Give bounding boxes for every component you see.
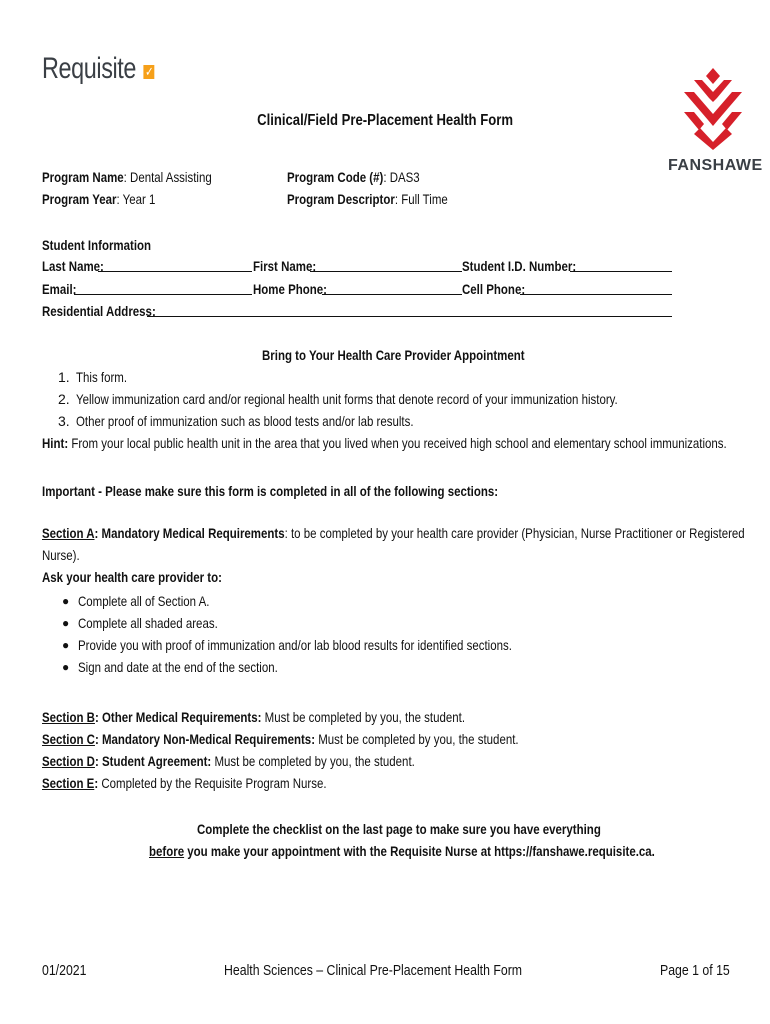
student-info-heading: Student Information — [42, 237, 152, 253]
requisite-logo — [42, 52, 186, 86]
first-name-field[interactable] — [310, 257, 462, 272]
footer-date: 01/2021 — [42, 962, 87, 979]
sections-b-e — [42, 706, 623, 794]
program-info-left — [42, 166, 249, 210]
program-descriptor-value: : Full Time — [394, 191, 448, 207]
bullet-icon: ● — [62, 638, 70, 652]
fanshawe-logo-text: FANSHAWE — [668, 157, 763, 174]
student-id-label: Student I.D. Number: — [462, 258, 577, 274]
bring-list — [58, 366, 737, 432]
list-item: 1. This form. — [58, 369, 128, 385]
bullet-icon: ● — [62, 594, 70, 608]
program-code-label: Program Code (#) — [287, 169, 384, 185]
last-name-field[interactable] — [98, 257, 252, 272]
fanshawe-emblem-icon — [680, 62, 746, 150]
email-label: Email: — [42, 281, 77, 297]
program-descriptor-label: Program Descriptor — [287, 191, 395, 207]
bring-heading: Bring to Your Health Care Provider Appointment — [262, 347, 525, 363]
list-item: 3. Other proof of immunization such as blood tests and/or lab results. — [58, 413, 414, 429]
list-item: ● Provide you with proof of immunization and/or lab blood results for identified sections. — [78, 634, 607, 656]
program-year-value: : Year 1 — [116, 191, 156, 207]
cell-phone-label: Cell Phone: — [462, 281, 526, 297]
home-phone-field[interactable] — [322, 280, 462, 295]
home-phone-label: Home Phone: — [253, 281, 327, 297]
requisite-logo-text: Requisite — [42, 52, 137, 85]
footer-title: Health Sciences – Clinical Pre-Placement Health Form — [224, 962, 523, 979]
cell-phone-field[interactable] — [520, 280, 672, 295]
residential-address-field[interactable] — [147, 302, 672, 317]
ask-provider-heading: Ask your health care provider to: — [42, 569, 222, 585]
page-title: Clinical/Field Pre-Placement Health Form — [257, 112, 513, 129]
bullet-icon: ● — [62, 660, 70, 674]
email-field[interactable] — [74, 280, 252, 295]
footer-page-number: Page 1 of 15 — [660, 962, 730, 979]
program-code-value: : DAS3 — [383, 169, 420, 185]
residential-address-label: Residential Address: — [42, 303, 156, 319]
student-id-field[interactable] — [570, 257, 672, 272]
list-item: 2. Yellow immunization card and/or regional health unit forms that denote record of your immunization history. — [58, 391, 618, 407]
section-a-label: Section A — [42, 525, 95, 541]
list-item: ● Complete all shaded areas. — [78, 612, 607, 634]
program-name-label: Program Name — [42, 169, 124, 185]
checkmark-icon: ✓ — [145, 64, 154, 79]
section-a-bullets — [62, 590, 607, 678]
first-name-label: First Name: — [253, 258, 317, 274]
program-info-right — [287, 166, 483, 210]
checklist-line-1: Complete the checklist on the last page to make sure you have everything — [197, 821, 601, 837]
section-c: Section C: Mandatory Non-Medical Requirements: Must be completed by you, the student. — [42, 731, 519, 747]
list-item: ● Complete all of Section A. — [78, 590, 607, 612]
section-a: Section A: Mandatory Medical Requirements: to be completed by your health care provider (Physician, Nurse Practitioner or Registered Nurse). Ask your health care provider to: — [42, 522, 770, 588]
important-note: Important - Please make sure this form is completed in all of the following sections: — [42, 483, 499, 499]
section-d: Section D: Student Agreement: Must be completed by you, the student. — [42, 753, 415, 769]
program-name-value: : Dental Assisting — [123, 169, 212, 185]
list-item: ● Sign and date at the end of the section. — [78, 656, 607, 678]
section-e: Section E: Completed by the Requisite Program Nurse. — [42, 775, 327, 791]
program-year-label: Program Year — [42, 191, 117, 207]
checklist-line-2: before you make your appointment with the Requisite Nurse at https://fanshawe.requisite.ca. — [149, 843, 655, 859]
section-b: Section B: Other Medical Requirements: Must be completed by you, the student. — [42, 709, 466, 725]
bullet-icon: ● — [62, 616, 70, 630]
hint-text: Hint: From your local public health unit in the area that you lived when you received high school and elementary school immunizations. — [42, 435, 727, 451]
last-name-label: Last Name: — [42, 258, 104, 274]
